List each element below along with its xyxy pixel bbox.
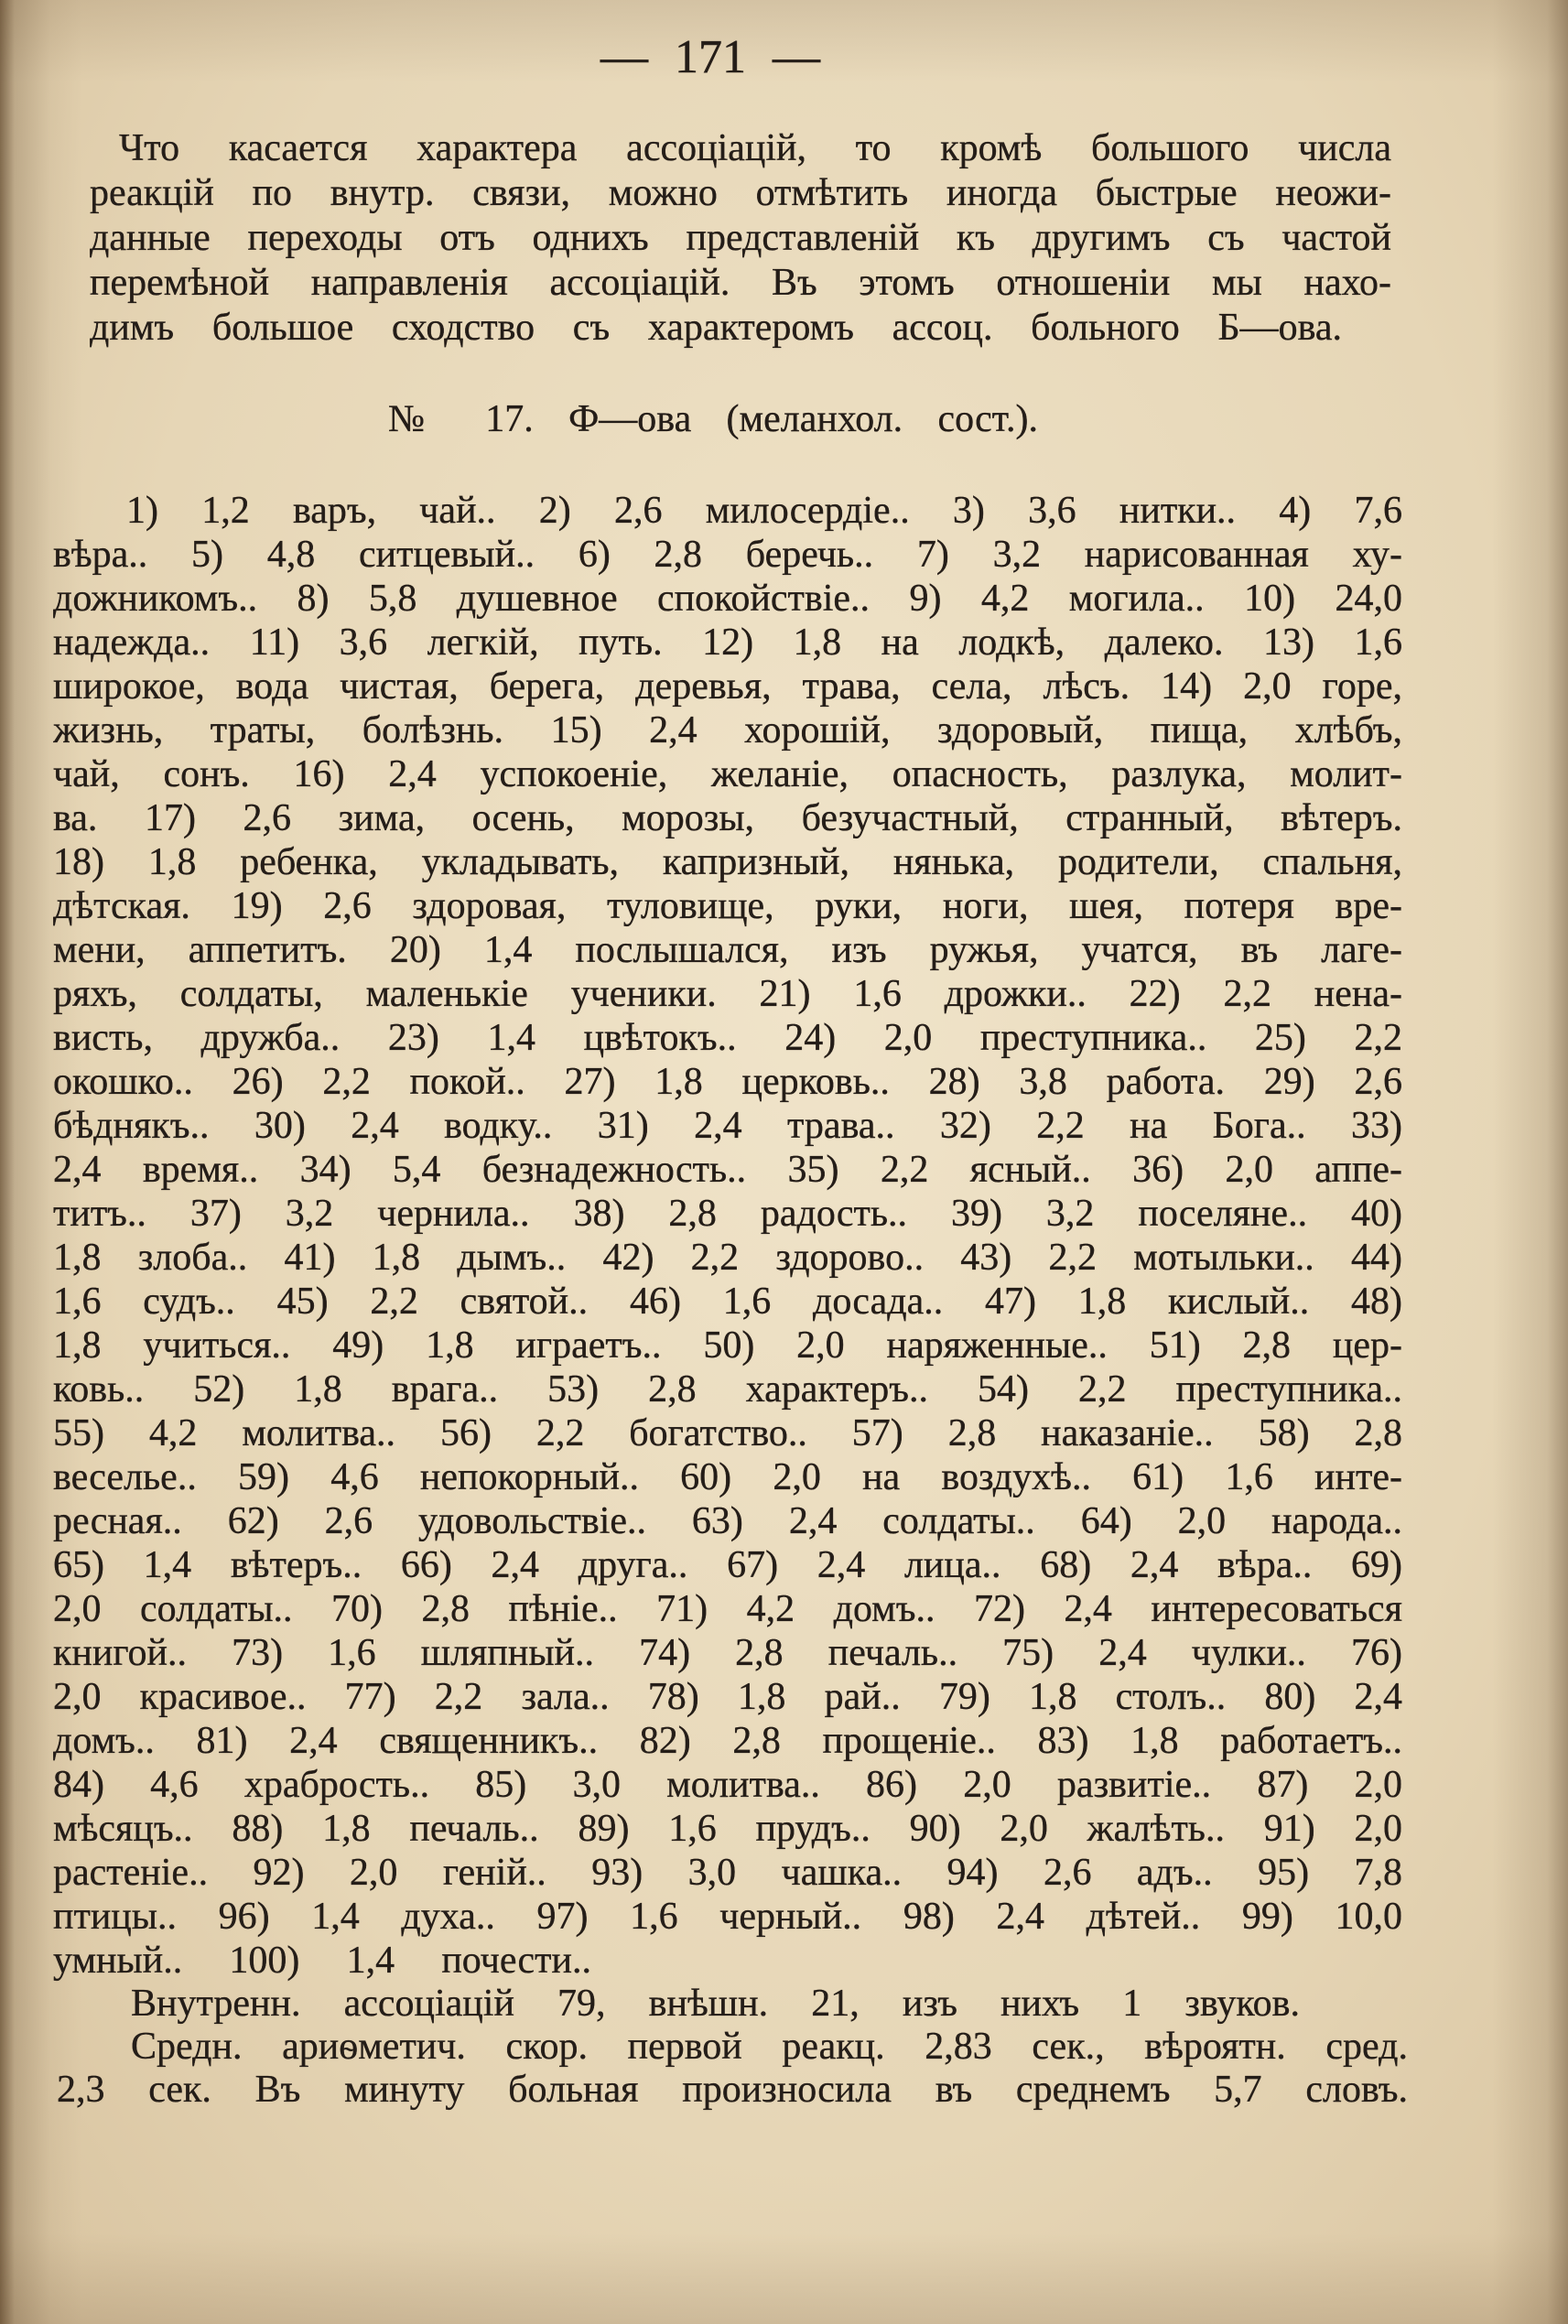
reaction-line: жизнь, траты, болѣзнь. 15) 2,4 хорошій, здоровый, пища, хлѣбъ, — [53, 709, 1402, 751]
reaction-line: дѣтская. 19) 2,6 здоровая, туловище, руки, ноги, шея, потеря вре- — [53, 885, 1402, 927]
intro-line: реакцій по внутр. связи, можно отмѣтить иногда быстрые неожи- — [90, 172, 1391, 214]
reaction-line: 2,0 красивое.. 77) 2,2 зала.. 78) 1,8 рай.. 79) 1,8 столъ.. 80) 2,4 — [53, 1676, 1402, 1718]
reaction-line: широкое, вода чистая, берега, деревья, трава, села, лѣсъ. 14) 2,0 горе, — [53, 665, 1402, 708]
reaction-line: висть, дружба.. 23) 1,4 цвѣтокъ.. 24) 2,0 преступника.. 25) 2,2 — [53, 1017, 1402, 1059]
page-number: — 171 — — [600, 31, 820, 83]
reaction-line: бѣднякъ.. 30) 2,4 водку.. 31) 2,4 трава.. 32) 2,2 на Бога.. 33) — [53, 1105, 1402, 1147]
reaction-line: окошко.. 26) 2,2 покой.. 27) 1,8 церковь.. 28) 3,8 работа. 29) 2,6 — [53, 1061, 1402, 1103]
reaction-line: дожникомъ.. 8) 5,8 душевное спокойствіе.. 9) 4,2 могила.. 10) 24,0 — [53, 578, 1402, 620]
reaction-line: 55) 4,2 молитва.. 56) 2,2 богатство.. 57) 2,8 наказаніе.. 58) 2,8 — [53, 1412, 1402, 1454]
reaction-line: 84) 4,6 храбрость.. 85) 3,0 молитва.. 86) 2,0 развитіе.. 87) 2,0 — [53, 1764, 1402, 1806]
reaction-line: ряхъ, солдаты, маленькіе ученики. 21) 1,6 дрожки.. 22) 2,2 нена- — [53, 973, 1402, 1015]
reaction-line: 1) 1,2 варъ, чай.. 2) 2,6 милосердіе.. 3) 3,6 нитки.. 4) 7,6 — [126, 490, 1402, 532]
reaction-line: ва. 17) 2,6 зима, осень, морозы, безучастный, странный, вѣтеръ. — [53, 797, 1402, 839]
reaction-line: 18) 1,8 ребенка, укладывать, капризный, нянька, родители, спальня, — [53, 841, 1402, 883]
intro-paragraph — [90, 126, 1391, 351]
reaction-line: титъ.. 37) 3,2 чернила.. 38) 2,8 радость.. 39) 3,2 поселяне.. 40) — [53, 1193, 1402, 1235]
intro-line: димъ большое сходство съ характеромъ ассоц. больного Б—ова. — [90, 307, 1342, 349]
reaction-line: домъ.. 81) 2,4 священникъ.. 82) 2,8 прощеніе.. 83) 1,8 работаетъ.. — [53, 1720, 1402, 1762]
reaction-line: 1,6 судъ.. 45) 2,2 святой.. 46) 1,6 досада.. 47) 1,8 кислый.. 48) — [53, 1281, 1402, 1323]
reaction-line: умный.. 100) 1,4 почести.. — [53, 1940, 591, 1982]
intro-line: Что касается характера ассоціацій, то кромѣ большого числа — [119, 127, 1391, 169]
summary-line: Внутренн. ассоціацій 79, внѣшн. 21, изъ нихъ 1 звуков. — [131, 1983, 1300, 2025]
reaction-line: птицы.. 96) 1,4 духа.. 97) 1,6 черный.. 98) 2,4 дѣтей.. 99) 10,0 — [53, 1896, 1402, 1938]
reaction-line: надежда.. 11) 3,6 легкій, путь. 12) 1,8 на лодкѣ, далеко. 13) 1,6 — [53, 622, 1402, 664]
case-heading: № 17. Ф—ова (меланхол. сост.). — [388, 398, 1038, 440]
intro-line: данные переходы отъ однихъ представленій къ другимъ съ частой — [90, 217, 1391, 259]
reaction-line: 2,4 время.. 34) 5,4 безнадежность.. 35) 2,2 ясный.. 36) 2,0 аппе- — [53, 1149, 1402, 1191]
summary-line: Средн. ариѳметич. скор. первой реакц. 2,83 сек., вѣроятн. сред. — [131, 2026, 1408, 2068]
reaction-line: 2,0 солдаты.. 70) 2,8 пѣніе.. 71) 4,2 домъ.. 72) 2,4 интересоваться — [53, 1588, 1402, 1630]
reaction-line: чай, сонъ. 16) 2,4 успокоеніе, желаніе, опасность, разлука, молит- — [53, 753, 1402, 795]
reaction-line: растеніе.. 92) 2,0 геній.. 93) 3,0 чашка.. 94) 2,6 адъ.. 95) 7,8 — [53, 1852, 1402, 1894]
reaction-line: 1,8 учиться.. 49) 1,8 играетъ.. 50) 2,0 наряженные.. 51) 2,8 цер- — [53, 1324, 1402, 1367]
reaction-line: ресная.. 62) 2,6 удовольствіе.. 63) 2,4 солдаты.. 64) 2,0 народа.. — [53, 1500, 1402, 1542]
reaction-line: 1,8 злоба.. 41) 1,8 дымъ.. 42) 2,2 здорово.. 43) 2,2 мотыльки.. 44) — [53, 1237, 1402, 1279]
reaction-line: мѣсяцъ.. 88) 1,8 печаль.. 89) 1,6 прудъ.. 90) 2,0 жалѣть.. 91) 2,0 — [53, 1808, 1402, 1850]
reaction-line: веселье.. 59) 4,6 непокорный.. 60) 2,0 на воздухѣ.. 61) 1,6 инте- — [53, 1456, 1402, 1498]
reaction-line: мени, аппетитъ. 20) 1,4 послышался, изъ ружья, учатся, въ лаге- — [53, 929, 1402, 971]
reaction-line: 65) 1,4 вѣтеръ.. 66) 2,4 друга.. 67) 2,4 лица.. 68) 2,4 вѣра.. 69) — [53, 1544, 1402, 1586]
reaction-line: вѣра.. 5) 4,8 ситцевый.. 6) 2,8 беречь.. 7) 3,2 нарисованная ху- — [53, 534, 1402, 576]
summary-line: 2,3 сек. Въ минуту больная произносила въ среднемъ 5,7 словъ. — [57, 2069, 1408, 2111]
intro-line: перемѣной направленія ассоціацій. Въ этомъ отношеніи мы нахо- — [90, 262, 1391, 304]
reaction-line: ковь.. 52) 1,8 врага.. 53) 2,8 характеръ.. 54) 2,2 преступника.. — [53, 1368, 1402, 1411]
reaction-line: книгой.. 73) 1,6 шляпный.. 74) 2,8 печаль.. 75) 2,4 чулки.. 76) — [53, 1632, 1402, 1674]
summary-paragraph — [53, 1983, 1408, 2112]
reaction-list — [53, 489, 1402, 1983]
